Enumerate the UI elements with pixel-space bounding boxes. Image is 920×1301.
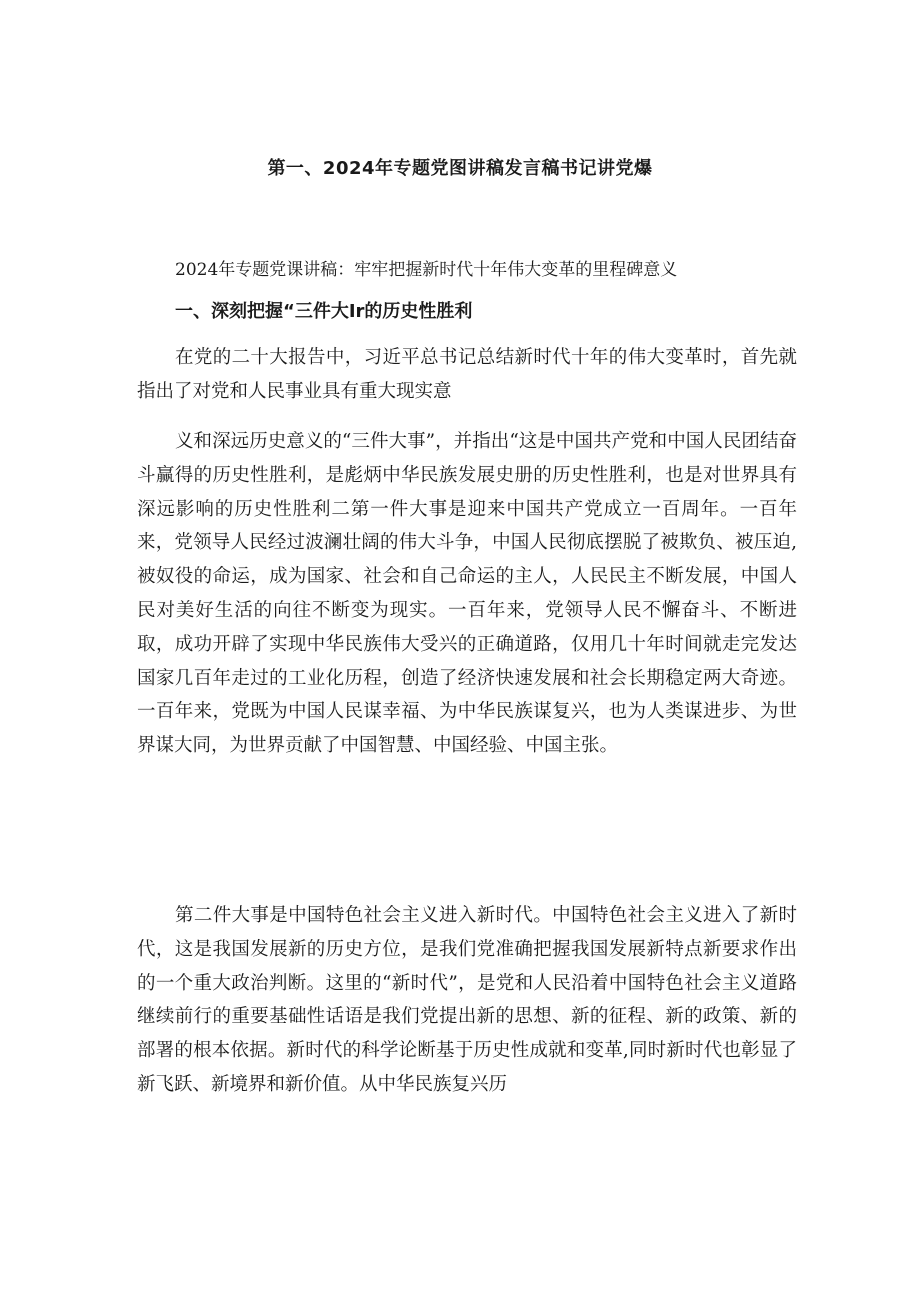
document-title: 第一、2024年专题党图讲稿发言稿书记讲党爆 — [267, 158, 653, 179]
paragraph-2: 义和深远历史意义的“三件大事”，并指出“这是中国共产党和中国人民团结奋斗赢得的历史性胜利，是彪炳中华民族发展史册的历史性胜利，也是对世界具有深远影响的历史性胜利二第一件大事是迎来中国共产党成立一百周年。一百年来，党领导人民经过波澜壮阔的伟大斗争，中国人民彻底摆脱了被欺负、被压迫,被奴役的命运，成为国家、社会和自己命运的主人，人民民主不断发展，中国人民对美好生活的向往不断变为现实。一百年来，党领导人民不懈奋斗、不断进取，成功开辟了实现中华民族伟大受兴的正确道路，仅用几十年时间就走完发达国家几百年走过的工业化历程，创造了经济快速发展和社会长期稳定两大奇迹。一百年来，党既为中国人民谋幸福、为中华民族谋复兴，也为人类谋进步、为世界谋大同，为世界贡献了中国智慧、中国经验、中国主张。 — [137, 431, 797, 757]
section-heading: 一、深刻把握“三件大Ir的历史性胜利 — [175, 301, 473, 322]
paragraph-1: 在党的二十大报告中，习近平总书记总结新时代十年的伟大变革时，首先就指出了对党和人民事业具有重大现实意 — [137, 347, 797, 402]
document-subtitle: 2024年专题党课讲稿：牢牢把握新时代十年伟大变革的里程碑意义 — [175, 260, 678, 280]
paragraph-3: 第二件大事是中国特色社会主义进入新时代。中国特色社会主义进入了新时代，这是我国发展新的历史方位，是我们党准确把握我国发展新特点新要求作出的一个重大政治判断。这里的“新时代”，是党和人民沿着中国特色社会主义道路继续前行的重要基础性话语是我们党提出新的思想、新的征程、新的政策、新的部署的根本依据。新时代的科学论断基于历史性成就和变革,同时新时代也彰显了新飞跃、新境界和新价值。从中华民族复兴历 — [137, 905, 797, 1095]
